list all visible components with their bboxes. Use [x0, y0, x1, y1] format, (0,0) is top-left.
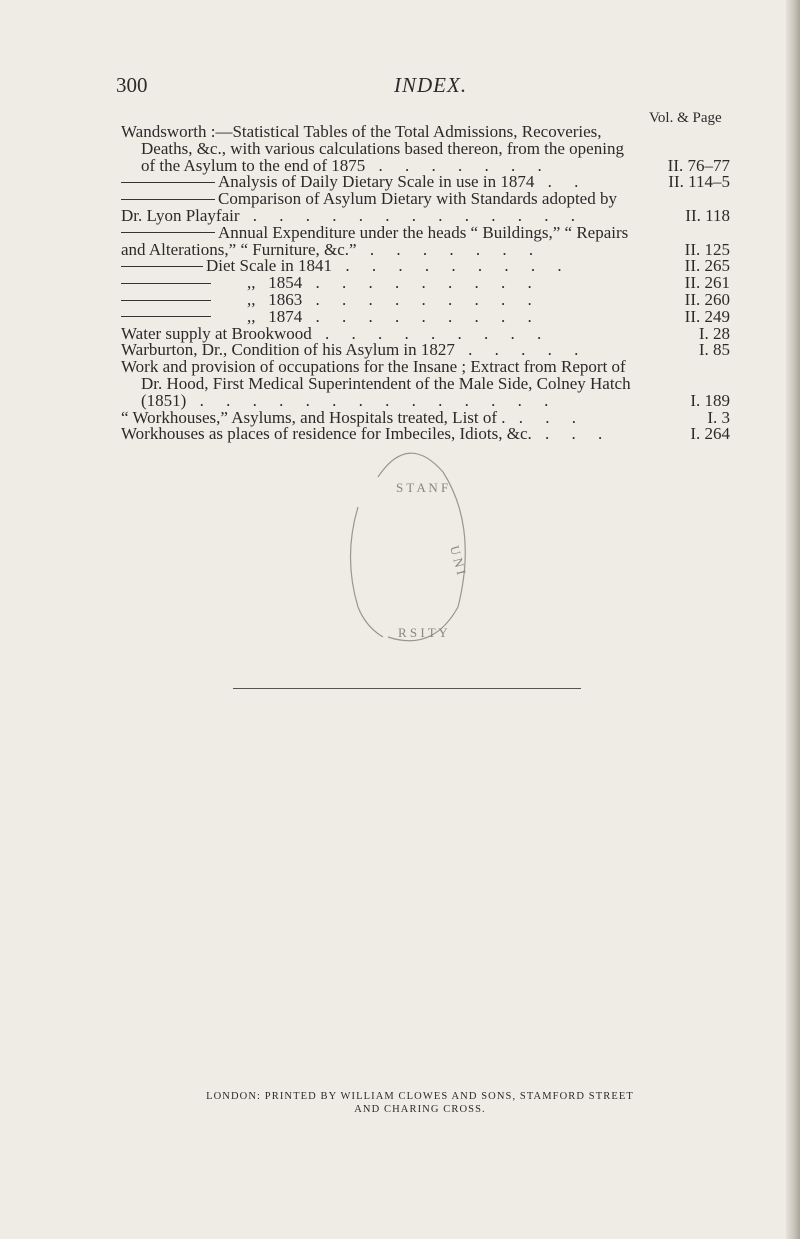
running-head: INDEX. — [394, 73, 468, 97]
volume-page-ref: II. 125 — [684, 239, 730, 259]
leader-dots: . . . . . . . . . — [302, 306, 541, 326]
leader-dots: . . . . . . . . . . . . . . — [186, 390, 558, 410]
library-stamp — [338, 437, 478, 657]
index-line: ,, 1854 . . . . . . . . . II. 261 — [121, 275, 730, 292]
index-line: (1851) . . . . . . . . . . . . . . I. 189 — [141, 390, 730, 410]
index-line: Wandsworth :—Statistical Tables of the Total Admissions, Recoveries, — [121, 122, 602, 141]
volume-page-ref: II. 261 — [684, 273, 730, 293]
ditto-dash — [121, 316, 211, 317]
index-line: Dr. Lyon Playfair . . . . . . . . . . . . . II. 118 — [121, 205, 730, 225]
volume-page-ref: II. 118 — [685, 205, 730, 225]
printer-imprint — [160, 1090, 680, 1116]
ditto-dash — [121, 232, 215, 233]
index-line: Workhouses as places of residence for Imbeciles, Idiots, &c. . . . I. 264 — [121, 424, 730, 444]
imprint-line: LONDON: PRINTED BY WILLIAM CLOWES AND SONS, STAMFORD STREET — [206, 1091, 634, 1102]
page-edge — [786, 0, 800, 1239]
volume-page-ref: I. 264 — [690, 424, 730, 444]
leader-dots: . . . . . . . — [365, 155, 551, 175]
index-line: ,, 1874 . . . . . . . . . II. 249 — [121, 309, 730, 326]
index-line: Comparison of Asylum Dietary with Standards adopted by — [121, 191, 730, 208]
leader-dots: . . . . . . . . . . . . . — [239, 205, 585, 225]
stamp-lettering: U N I — [447, 543, 470, 577]
index-line: and Alterations,” “ Furniture, &c.” . . . . . . . II. 125 — [121, 239, 730, 259]
volume-page-ref: I. 3 — [707, 407, 730, 427]
index-line: Dr. Hood, First Medical Superintendent of the Male Side, Colney Hatch — [141, 373, 631, 393]
volume-page-ref: I. 28 — [698, 323, 730, 343]
index-line: Warburton, Dr., Condition of his Asylum in 1827 . . . . . I. 85 — [121, 340, 730, 360]
volume-page-ref: II. 260 — [684, 289, 730, 309]
stamp-lettering: S T A N F — [396, 480, 449, 495]
index-line: of the Asylum to the end of 1875 . . . . . . . II. 76–77 — [141, 155, 730, 175]
ditto-dash — [121, 300, 211, 301]
ditto-dash — [121, 283, 211, 284]
leader-dots: . . . . . — [454, 340, 588, 360]
end-rule — [233, 688, 581, 689]
volume-page-ref: II. 249 — [684, 306, 730, 326]
leader-dots: . . . . . . . . . — [311, 323, 551, 343]
page-number: 300 — [116, 73, 148, 97]
ditto-dash — [121, 199, 215, 200]
index-line: Diet Scale in 1841 . . . . . . . . . II. 265 — [121, 258, 730, 275]
index-line: Analysis of Daily Dietary Scale in use in 1874 . . II. 114–5 — [121, 174, 730, 191]
leader-dots: . . . . . . . . . — [332, 256, 571, 276]
leader-dots: . . — [534, 172, 588, 192]
index-line: “ Workhouses,” Asylums, and Hospitals treated, List of . . . . I. 3 — [121, 407, 730, 427]
volume-page-ref: II. 265 — [684, 256, 730, 276]
page-header — [116, 73, 736, 103]
index-line: Deaths, &c., with various calculations based thereon, from the opening — [141, 138, 624, 158]
index-line: Water supply at Brookwood . . . . . . . . . I. 28 — [121, 323, 730, 343]
leader-dots: . . . — [505, 407, 586, 427]
stamp-lettering: R S I T Y — [398, 625, 448, 640]
ditto-dash — [121, 182, 215, 183]
volume-page-ref: I. 189 — [690, 390, 730, 410]
volume-page-ref: I. 85 — [698, 340, 730, 360]
volume-page-ref: II. 114–5 — [668, 172, 730, 192]
leader-dots: . . . . . . . — [356, 239, 543, 259]
volume-page-ref: II. 76–77 — [667, 155, 730, 175]
index-line: Work and provision of occupations for the Insane ; Extract from Report of — [121, 357, 626, 377]
stamp-arc — [378, 453, 443, 477]
stamp-arc — [351, 507, 359, 607]
ditto-dash — [121, 266, 203, 267]
leader-dots: . . . . . . . . . — [302, 289, 541, 309]
imprint-line: AND CHARING CROSS. — [354, 1104, 486, 1115]
index-entry-wandsworth — [121, 124, 730, 443]
index-line: ,, 1863 . . . . . . . . . II. 260 — [121, 292, 730, 309]
stamp-arc — [358, 607, 383, 637]
volume-page-heading: Vol. & Page — [649, 110, 722, 126]
leader-dots: . . . — [531, 424, 612, 444]
leader-dots: . . . . . . . . . — [302, 273, 541, 293]
index-line: Annual Expenditure under the heads “ Buildings,” “ Repairs — [121, 225, 730, 242]
